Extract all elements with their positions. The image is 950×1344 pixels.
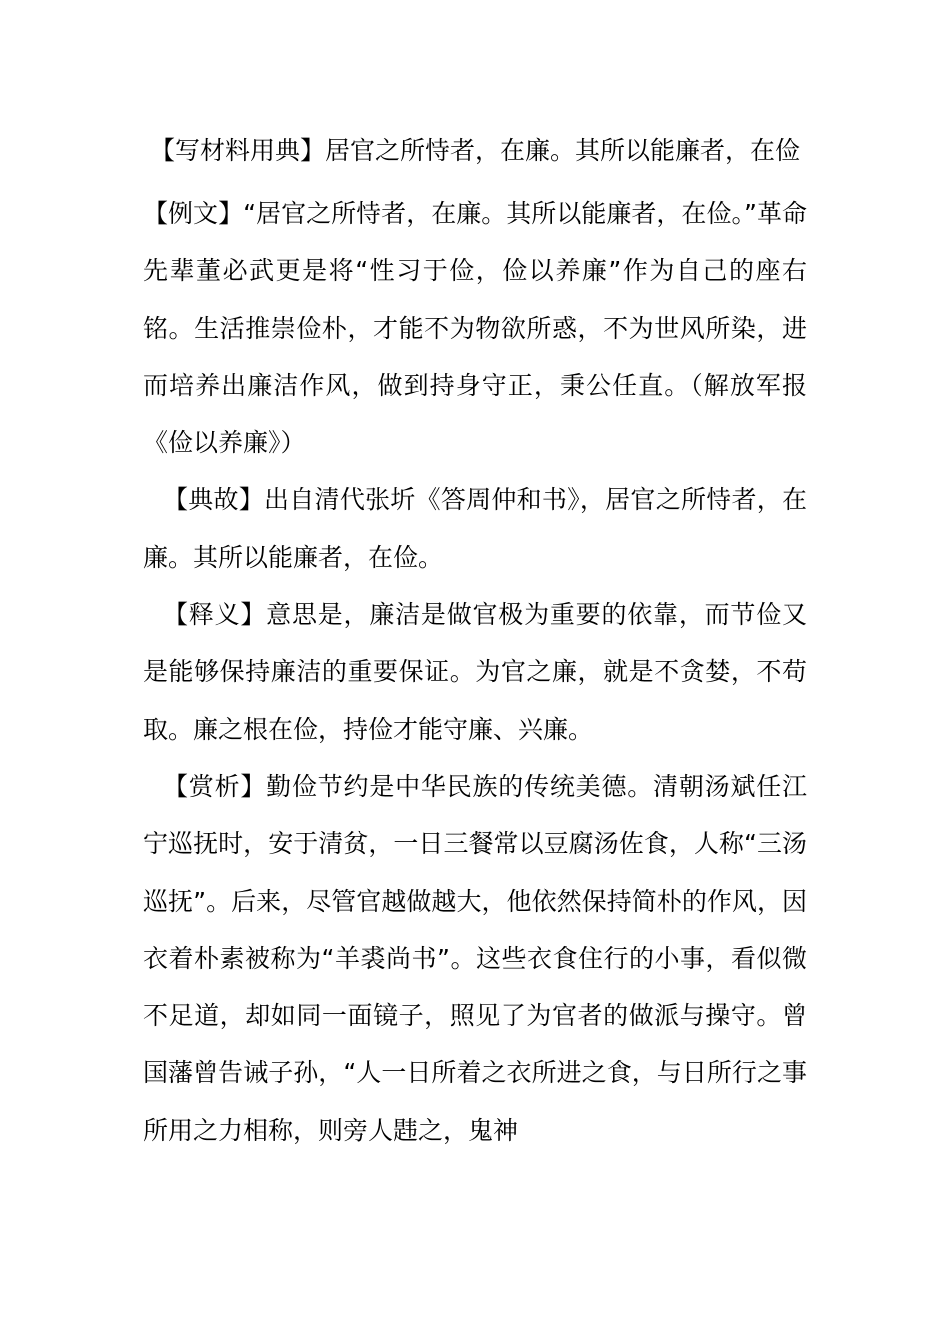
paragraph-allusion: 【典故】出自清代张圻《答周仲和书》，居官之所恃者，在廉。其所以能廉者，在俭。 [143,485,807,572]
paragraph-appreciation: 【赏析】勤俭节约是中华民族的传统美德。清朝汤斌任江宁巡抚时，安于清贫，一日三餐常以豆腐汤佐食，人称“三汤巡抚”。后来，尽管官越做越大，他依然保持简朴的作风，因衣着朴素被称为“羊裘尚书”。这些衣食住行的小事，看似微不足道，却如同一面镜子，照见了为官者的做派与操守。曾国藩曾告诫子孙，“人一日所着之衣所进之食，与日所行之事所用之力相称，则旁人韪之，鬼神 [143,771,807,1145]
document-title: 【写材料用典】居官之所恃者，在廉。其所以能廉者，在俭 [149,136,800,165]
paragraph-example: 【例文】“居官之所恃者，在廉。其所以能廉者，在俭。”革命先辈董必武更是将“性习于俭，俭以养廉”作为自己的座右铭。生活推崇俭朴，才能不为物欲所惑，不为世风所染，进而培养出廉洁作风，做到持身守正，秉公任直。（解放军报《俭以养廉》） [143,199,807,458]
paragraph-meaning: 【释义】意思是，廉洁是做官极为重要的依靠，而节俭又是能够保持廉洁的重要保证。为官之廉，就是不贪婪，不苟取。廉之根在俭，持俭才能守廉、兴廉。 [143,600,807,744]
document-body [143,122,807,1159]
